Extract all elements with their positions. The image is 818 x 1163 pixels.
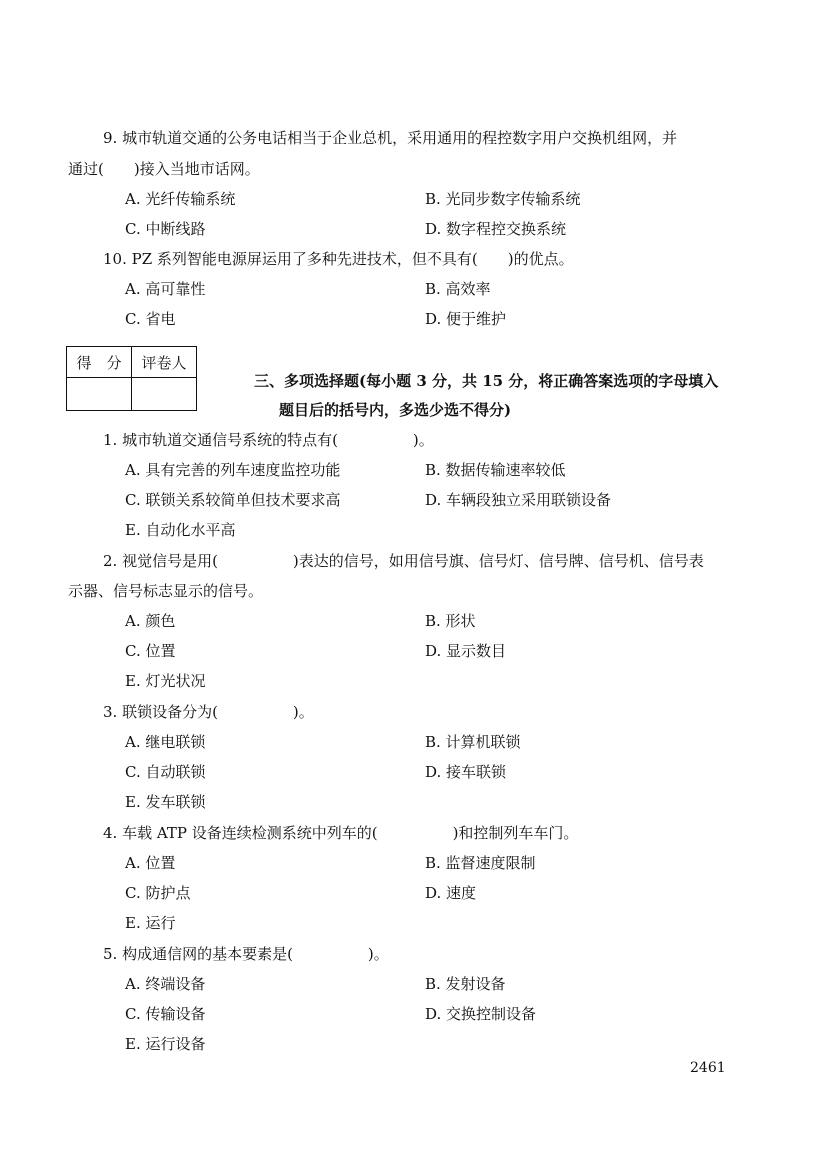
page-number: 2461	[690, 1060, 726, 1076]
section3-heading-line2: 题目后的括号内，多选少选不得分)	[279, 401, 512, 419]
q3-option-a: A. 继电联锁	[125, 733, 206, 751]
q4-option-a: A. 位置	[125, 854, 176, 872]
q9-stem-line2: 通过( )接入当地市话网。	[68, 160, 260, 178]
q3-option-c: C. 自动联锁	[125, 763, 206, 781]
q1-option-c: C. 联锁关系较简单但技术要求高	[125, 491, 341, 509]
q10-option-d: D. 便于维护	[425, 310, 507, 328]
q10-option-c: C. 省电	[125, 310, 176, 328]
q2-option-b: B. 形状	[425, 612, 476, 630]
q5-option-c: C. 传输设备	[125, 1005, 206, 1023]
q4-option-d: D. 速度	[425, 884, 477, 902]
q3-stem: 3. 联锁设备分为( )。	[103, 703, 314, 721]
q5-option-b: B. 发射设备	[425, 975, 506, 993]
q9-stem-line1: 9. 城市轨道交通的公务电话相当于企业总机，采用通用的程控数字用户交换机组网，并	[103, 129, 678, 147]
q4-option-b: B. 监督速度限制	[425, 854, 536, 872]
q4-option-e: E. 运行	[125, 914, 176, 932]
q5-option-e: E. 运行设备	[125, 1035, 206, 1053]
q9-option-b: B. 光同步数字传输系统	[425, 190, 581, 208]
q3-option-e: E. 发车联锁	[125, 793, 206, 811]
grader-label: 评卷人	[132, 347, 197, 378]
q1-option-b: B. 数据传输速率较低	[425, 461, 566, 479]
q2-option-d: D. 显示数目	[425, 642, 507, 660]
q1-option-d: D. 车辆段独立采用联锁设备	[425, 491, 612, 509]
q4-stem: 4. 车载 ATP 设备连续检测系统中列车的( )和控制列车车门。	[103, 824, 579, 842]
q3-option-b: B. 计算机联锁	[425, 733, 521, 751]
q3-option-d: D. 接车联锁	[425, 763, 507, 781]
q1-option-e: E. 自动化水平高	[125, 521, 236, 539]
section3-heading-line1: 三、多项选择题(每小题 3 分，共 15 分，将正确答案选项的字母填入	[254, 372, 719, 390]
q1-option-a: A. 具有完善的列车速度监控功能	[125, 461, 341, 479]
score-cell	[67, 378, 132, 411]
q1-stem: 1. 城市轨道交通信号系统的特点有( )。	[103, 431, 434, 449]
q5-option-d: D. 交换控制设备	[425, 1005, 537, 1023]
q4-option-c: C. 防护点	[125, 884, 191, 902]
q2-option-c: C. 位置	[125, 642, 176, 660]
q2-stem-line1: 2. 视觉信号是用( )表达的信号，如用信号旗、信号灯、信号牌、信号机、信号表	[103, 552, 704, 570]
q5-option-a: A. 终端设备	[125, 975, 206, 993]
q9-option-a: A. 光纤传输系统	[125, 190, 236, 208]
q2-option-e: E. 灯光状况	[125, 672, 206, 690]
q9-option-d: D. 数字程控交换系统	[425, 220, 567, 238]
q2-option-a: A. 颜色	[125, 612, 176, 630]
score-label: 得 分	[67, 347, 132, 378]
score-box	[66, 346, 197, 411]
q10-option-b: B. 高效率	[425, 280, 491, 298]
q2-stem-line2: 示器、信号标志显示的信号。	[68, 582, 264, 600]
q10-option-a: A. 高可靠性	[125, 280, 206, 298]
q9-option-c: C. 中断线路	[125, 220, 206, 238]
grader-cell	[132, 378, 197, 411]
q10-stem: 10. PZ 系列智能电源屏运用了多种先进技术，但不具有( )的优点。	[103, 250, 574, 268]
q5-stem: 5. 构成通信网的基本要素是( )。	[103, 945, 389, 963]
